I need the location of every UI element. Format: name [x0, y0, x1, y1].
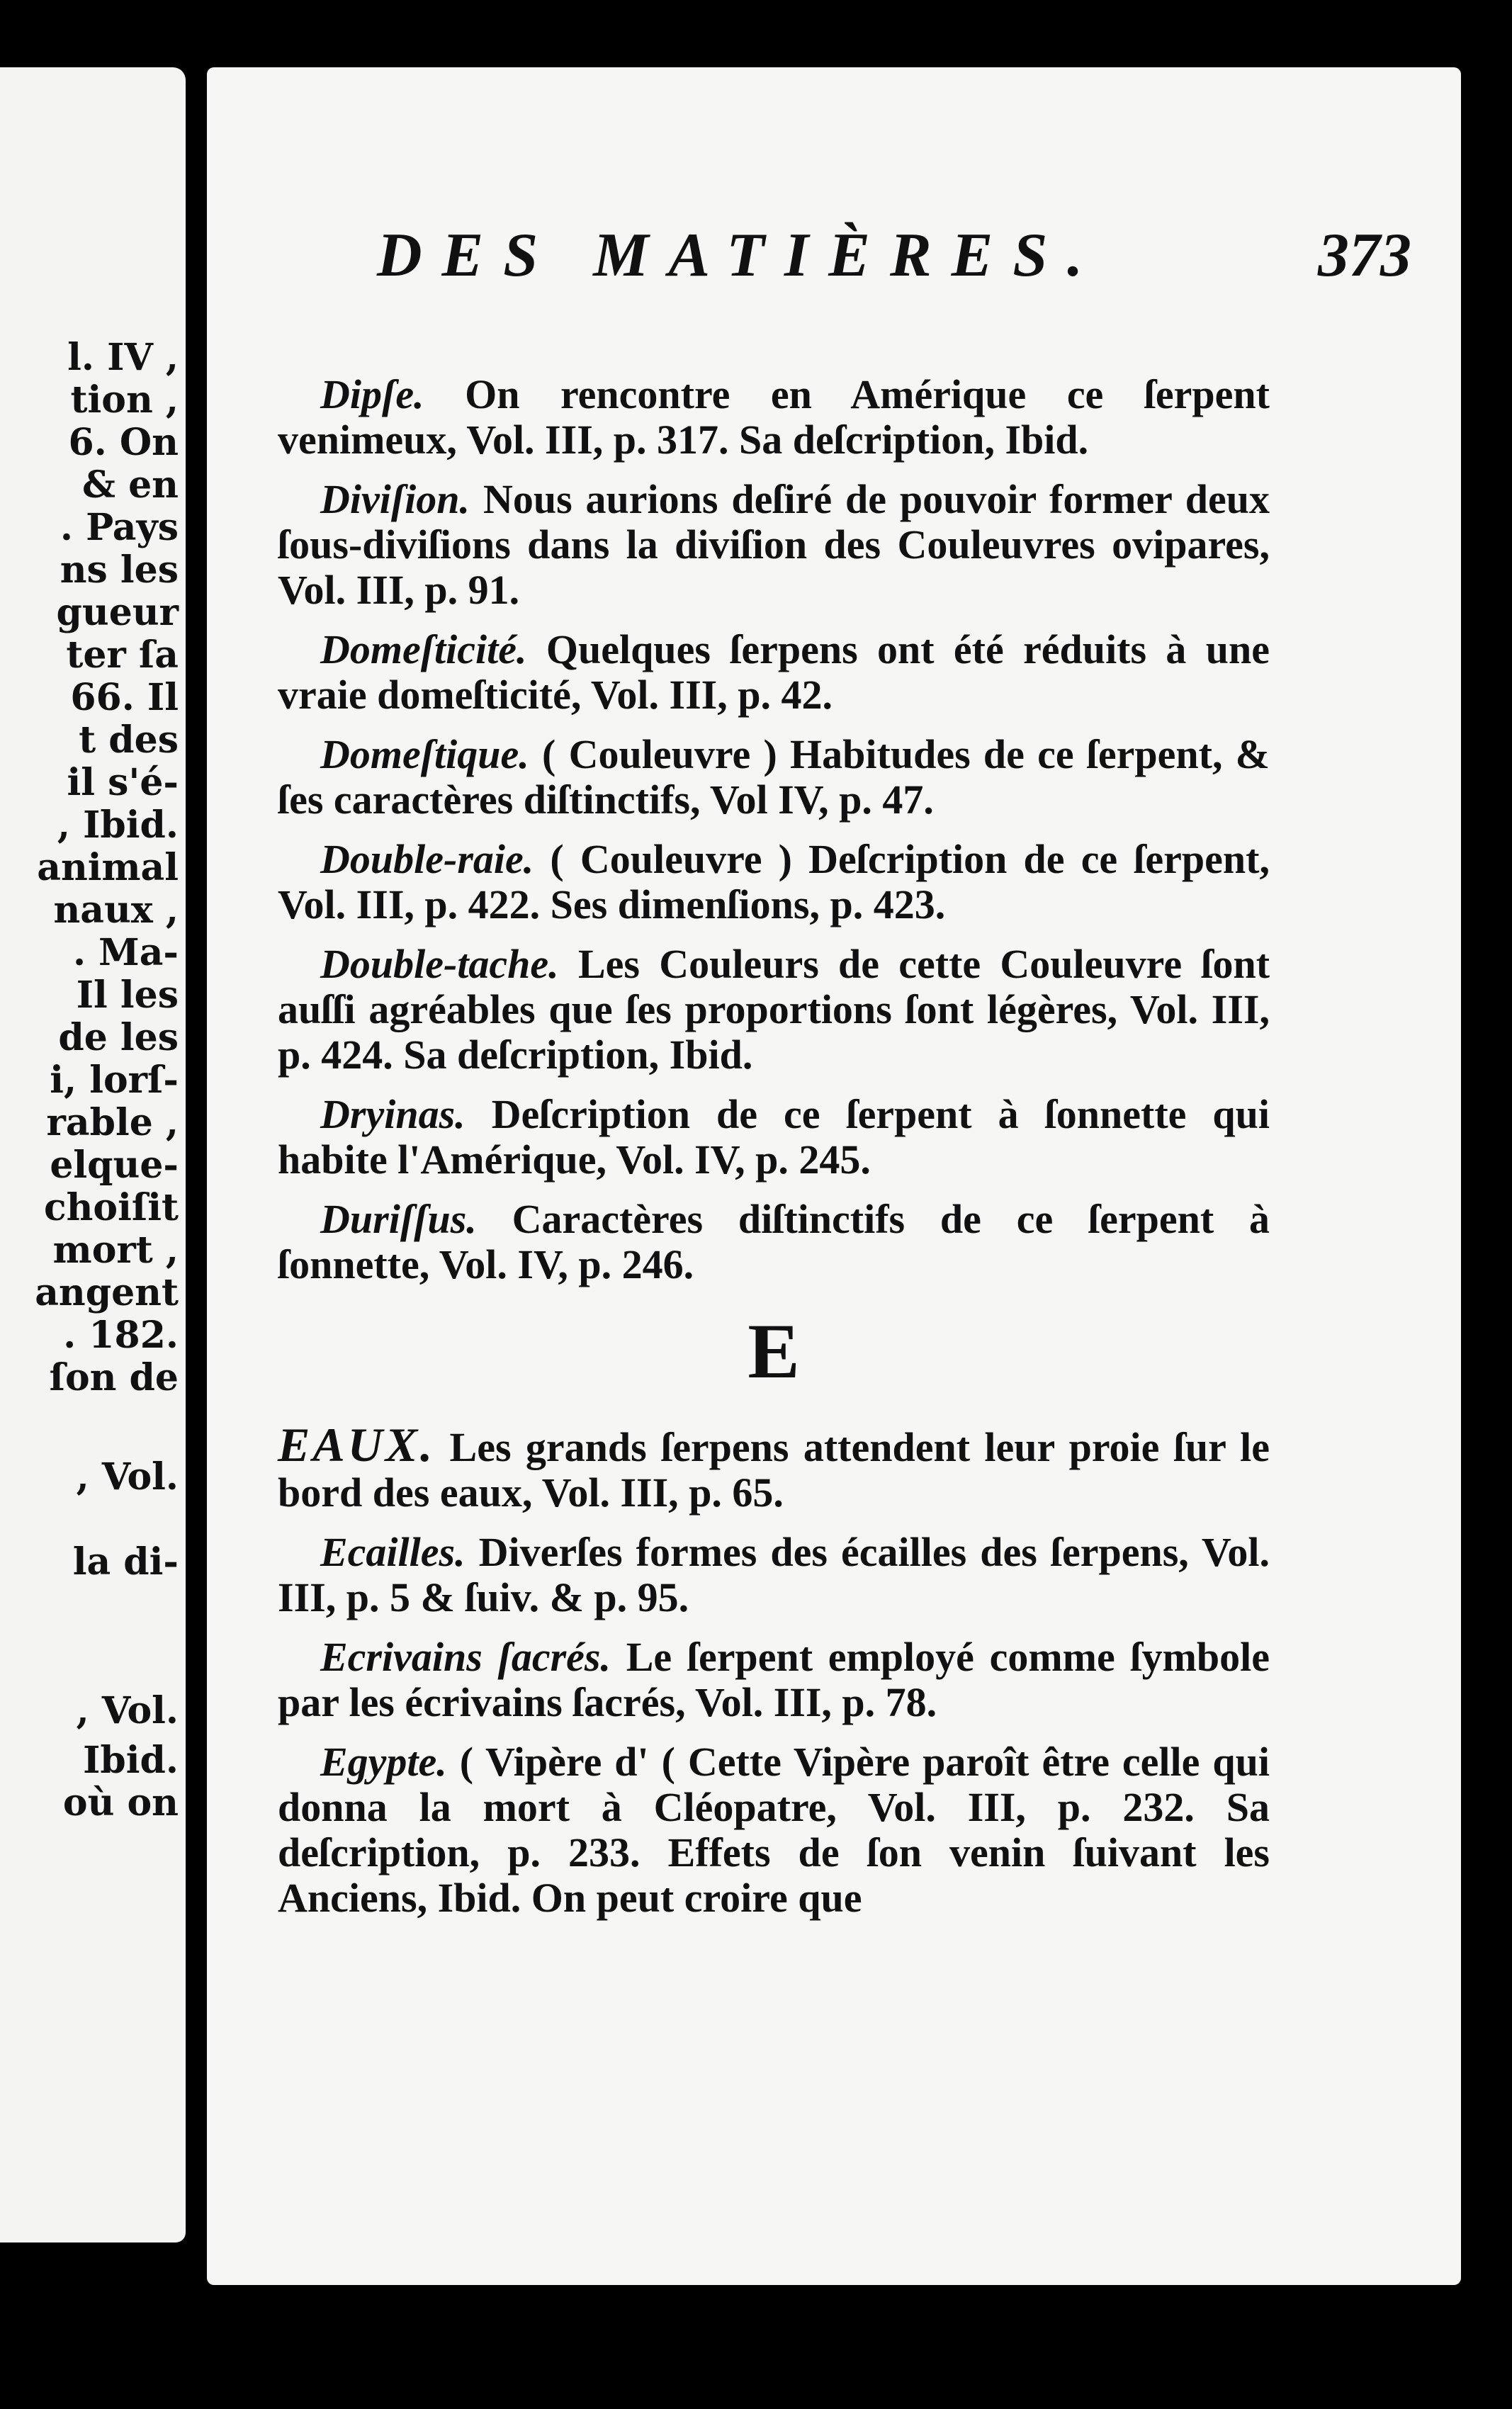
left-line: Ibid.	[83, 1739, 179, 1782]
entry-term: Diviſion.	[320, 476, 470, 522]
left-line: . Ma-	[72, 931, 179, 974]
left-line: il s'é-	[67, 761, 179, 804]
page-number: 373	[1318, 221, 1411, 290]
left-line: animal	[37, 846, 179, 889]
entry-term: Domeſtique.	[320, 731, 529, 777]
left-line: tion ,	[70, 378, 179, 422]
left-line: , Vol.	[76, 1689, 179, 1732]
index-entry	[278, 1635, 1270, 1725]
entry-text: Quelques ſerpens ont été réduits à une vraie domeſticité, Vol. III, p. 42.	[278, 626, 1270, 718]
entry-text: Les grands ſerpens attendent leur proie ſur le bord des eaux, Vol. III, p. 65.	[278, 1424, 1270, 1516]
left-line: mort ,	[52, 1229, 179, 1272]
entry-text: Caractères diſtinctifs de ce ſerpent à ſonnette, Vol. IV, p. 246.	[278, 1196, 1270, 1287]
entry-term: EAUX.	[278, 1418, 436, 1472]
entry-text: Diverſes formes des écailles des ſerpens, Vol. III, p. 5 & ſuiv. & p. 95.	[278, 1529, 1270, 1620]
left-line: 6. On	[68, 421, 179, 464]
index-page	[207, 67, 1461, 2285]
entry-text: ( Couleuvre ) Deſcription de ce ſerpent, Vol. III, p. 422. Ses dimenſions, p. 423.	[278, 836, 1270, 927]
entry-term: Dipſe.	[320, 371, 424, 417]
entry-term: Duriſſus.	[320, 1196, 477, 1242]
entry-text: ( Couleuvre ) Habitudes de ce ſerpent, & ſes caractères diſtinctifs, Vol IV, p. 47.	[278, 731, 1270, 823]
entry-text: Deſcription de ce ſerpent à ſonnette qui habite l'Amérique, Vol. IV, p. 245.	[278, 1091, 1270, 1183]
left-line: . 182.	[63, 1314, 179, 1357]
index-entry	[278, 942, 1270, 1078]
left-line: rable ,	[46, 1101, 179, 1144]
index-entry	[278, 1197, 1270, 1287]
entry-term: Domeſticité.	[320, 626, 527, 672]
left-line: ns les	[60, 548, 179, 592]
left-line: Il les	[76, 974, 179, 1017]
entry-text: Nous aurions deſiré de pouvoir former deux ſous-diviſions dans la diviſion des Couleuvres ovipares, Vol. III, p. 91.	[278, 476, 1270, 613]
left-line: . Pays	[60, 506, 179, 549]
left-line: elque-	[50, 1144, 179, 1187]
left-line: ſon de	[49, 1356, 179, 1399]
left-line: gueur	[56, 591, 179, 634]
section-letter: E	[747, 1308, 800, 1394]
left-line: la di-	[72, 1540, 179, 1584]
entry-term: Double-raie.	[320, 836, 534, 882]
entry-term: Double-tache.	[320, 941, 559, 987]
entry-text: Les Couleurs de cette Couleuvre ſont auſſi agréables que ſes proportions ſont légères, Vol. III, p. 424. Sa deſcription, Ibid.	[278, 941, 1270, 1078]
left-line: l. IV ,	[67, 336, 179, 379]
entry-term: Ecrivains ſacrés.	[320, 1634, 611, 1680]
left-line: & en	[82, 463, 179, 507]
left-line: où on	[62, 1781, 179, 1824]
left-line: , Ibid.	[57, 803, 179, 847]
index-entry	[278, 627, 1270, 718]
index-entry	[278, 372, 1270, 463]
left-line: naux ,	[53, 888, 179, 932]
entry-text: ( Vipère d' ( Cette Vipère paroît être celle qui donna la mort à Cléopatre, Vol. III, p. 232. Sa deſcription, p. 233. Effets de ſon venin ſuivant les Anciens, Ibid. On peut croire que	[278, 1739, 1270, 1921]
running-header	[377, 220, 1411, 326]
left-line: angent	[35, 1271, 179, 1314]
left-line: i, lorſ-	[50, 1059, 179, 1102]
left-line: t des	[79, 718, 179, 762]
left-line: choiſit	[43, 1186, 179, 1229]
entry-text: On rencontre en Amérique ce ſerpent venimeux, Vol. III, p. 317. Sa deſcription, Ibid.	[278, 371, 1270, 463]
left-line: ter ſa	[66, 633, 179, 677]
entry-term: Dryinas.	[320, 1091, 466, 1137]
header-title: DES MATIÈRES.	[377, 221, 1103, 290]
entry-term: Ecailles.	[320, 1529, 466, 1575]
entry-text: Le ſerpent employé comme ſymbole par les écrivains ſacrés, Vol. III, p. 78.	[278, 1634, 1270, 1725]
left-line: 66. Il	[70, 676, 179, 719]
index-entry	[278, 732, 1270, 823]
index-entry	[278, 837, 1270, 927]
index-entry	[278, 1530, 1270, 1620]
index-entry	[278, 1418, 1270, 1516]
index-entries	[278, 372, 1270, 1935]
left-line: de les	[58, 1016, 179, 1059]
index-entry	[278, 1739, 1270, 1921]
entry-term: Egypte.	[320, 1739, 447, 1785]
left-line: , Vol.	[76, 1455, 179, 1499]
index-entry	[278, 1092, 1270, 1183]
left-page-fragment	[0, 67, 186, 2242]
index-entry	[278, 477, 1270, 613]
